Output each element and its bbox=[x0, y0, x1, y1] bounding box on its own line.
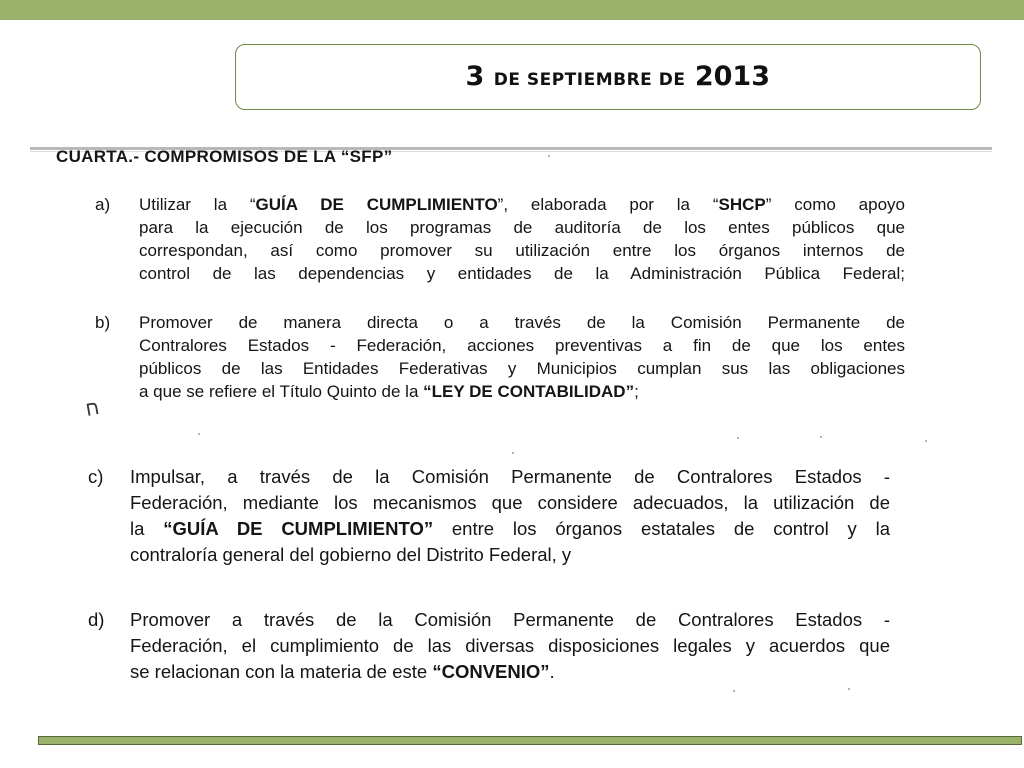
item-line: la “GUÍA DE CUMPLIMIENTO” entre los órganos estatales de control y la bbox=[130, 518, 890, 539]
handwritten-margin-mark: ח bbox=[84, 397, 101, 421]
bottom-accent-bar bbox=[38, 736, 1022, 745]
item-line: Contralores Estados - Federación, acciones preventivas a fin de que los entes bbox=[139, 336, 905, 355]
scan-speck bbox=[512, 452, 514, 454]
item-line: Impulsar, a través de la Comisión Permanente de Contralores Estados - bbox=[130, 466, 890, 487]
clause-item-c bbox=[88, 464, 898, 574]
item-line: Federación, el cumplimiento de las diversas disposiciones legales y acuerdos que bbox=[130, 635, 890, 656]
date-year: 2013 bbox=[694, 61, 770, 92]
item-line: Federación, mediante los mecanismos que considere adecuados, la utilización de bbox=[130, 492, 890, 513]
scan-speck bbox=[198, 433, 200, 435]
scan-speck bbox=[548, 155, 550, 157]
scan-speck bbox=[848, 688, 850, 690]
item-body bbox=[130, 607, 890, 685]
item-body bbox=[130, 464, 890, 568]
scan-speck bbox=[733, 690, 735, 692]
date-day: 3 bbox=[465, 61, 485, 92]
item-body bbox=[139, 311, 905, 403]
item-line: correspondan, así como promover su utilización entre los órganos internos de bbox=[139, 241, 905, 260]
item-line: contraloría general del gobierno del Distrito Federal, y bbox=[130, 544, 572, 565]
item-line: Utilizar la “GUÍA DE CUMPLIMIENTO”, elaborada por la “SHCP” como apoyo bbox=[139, 195, 905, 214]
date-month: DE SEPTIEMBRE DE bbox=[493, 70, 686, 90]
item-letter: c) bbox=[88, 466, 104, 487]
item-line: a que se refiere el Título Quinto de la “LEY DE CONTABILIDAD”; bbox=[139, 382, 639, 401]
clause-heading: CUARTA.- COMPROMISOS DE LA “SFP” bbox=[56, 147, 393, 166]
item-line: para la ejecución de los programas de auditoría de los entes públicos que bbox=[139, 218, 905, 237]
item-letter: a) bbox=[95, 195, 111, 214]
clause-item-b bbox=[95, 311, 915, 411]
item-body bbox=[139, 193, 905, 285]
item-line: Promover de manera directa o a través de la Comisión Permanente de bbox=[139, 313, 905, 332]
scan-speck bbox=[925, 440, 927, 442]
scan-speck bbox=[820, 436, 822, 438]
item-line: Promover a través de la Comisión Permanente de Contralores Estados - bbox=[130, 609, 890, 630]
item-line: control de las dependencias y entidades de la Administración Pública Federal; bbox=[139, 264, 905, 283]
clause-item-a bbox=[95, 193, 915, 293]
item-letter: b) bbox=[95, 313, 111, 332]
item-line: se relacionan con la materia de este “CONVENIO”. bbox=[130, 661, 555, 682]
item-line: públicos de las Entidades Federativas y Municipios cumplan sus las obligaciones bbox=[139, 359, 905, 378]
scan-speck bbox=[737, 437, 739, 439]
clause-item-d bbox=[88, 607, 898, 697]
item-letter: d) bbox=[88, 609, 105, 630]
